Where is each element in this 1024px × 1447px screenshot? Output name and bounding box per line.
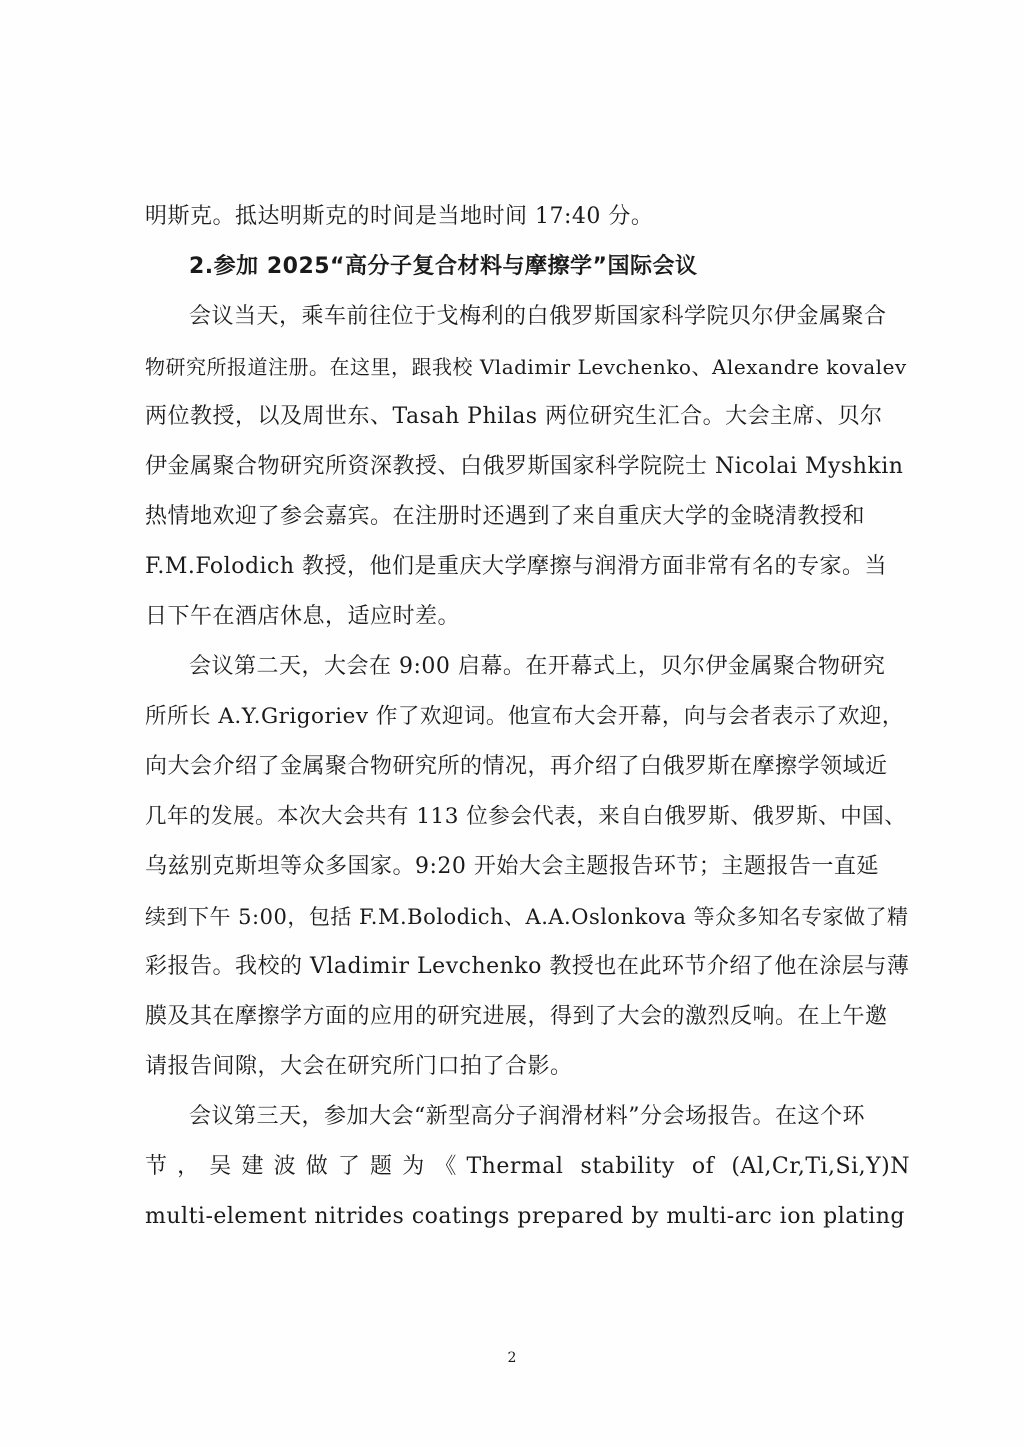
- text-line: 节，吴建波做了题为《Thermal stability of (Al,Cr,Ti,Si,Y)N: [145, 1154, 910, 1179]
- text-line: 向大会介绍了金属聚合物研究所的情况，再介绍了白俄罗斯在摩擦学领域近: [145, 754, 888, 779]
- text-line: 几年的发展。本次大会共有 113 位参会代表，来自白俄罗斯、俄罗斯、中国、: [145, 804, 907, 829]
- text-line: 会议第三天，参加大会“新型高分子润滑材料”分会场报告。在这个环: [189, 1104, 865, 1129]
- text-line: 乌兹别克斯坦等众多国家。9:20 开始大会主题报告环节；主题报告一直延: [145, 854, 879, 879]
- text-line: 伊金属聚合物研究所资深教授、白俄罗斯国家科学院院士 Nicolai Myshkin: [145, 454, 904, 479]
- text-line: 会议第二天，大会在 9:00 启幕。在开幕式上，贝尔伊金属聚合物研究: [189, 654, 886, 679]
- page-number: 2: [507, 1350, 517, 1366]
- body-text: [145, 192, 910, 1242]
- text-line: 热情地欢迎了参会嘉宾。在注册时还遇到了来自重庆大学的金晓清教授和: [145, 504, 866, 529]
- text-line: multi-element nitrides coatings prepared by multi-arc ion plating: [145, 1204, 905, 1229]
- text-line: 膜及其在摩擦学方面的应用的研究进展，得到了大会的激烈反响。在上午邀: [145, 1004, 888, 1029]
- text-line: 所所长 A.Y.Grigoriev 作了欢迎词。他宣布大会开幕，向与会者表示了欢迎，: [145, 704, 904, 729]
- section-heading: 2.参加 2025“高分子复合材料与摩擦学”国际会议: [189, 254, 698, 279]
- text-line: F.M.Folodich 教授，他们是重庆大学摩擦与润滑方面非常有名的专家。当: [145, 554, 888, 579]
- text-line: 日下午在酒店休息，适应时差。: [145, 604, 461, 629]
- text-line: 请报告间隙，大会在研究所门口拍了合影。: [145, 1054, 573, 1079]
- text-line: 彩报告。我校的 Vladimir Levchenko 教授也在此环节介绍了他在涂层与薄: [145, 954, 910, 979]
- text-line: 续到下午 5:00，包括 F.M.Bolodich、A.A.Oslonkova 等众多知名专家做了精: [145, 905, 909, 929]
- text-line: 会议当天，乘车前往位于戈梅利的白俄罗斯国家科学院贝尔伊金属聚合: [189, 304, 887, 329]
- text-line: 明斯克。抵达明斯克的时间是当地时间 17:40 分。: [145, 204, 654, 229]
- text-line: 两位教授，以及周世东、Tasah Philas 两位研究生汇合。大会主席、贝尔: [145, 404, 883, 429]
- text-line: 物研究所报道注册。在这里，跟我校 Vladimir Levchenko、Alexandre kovalev: [145, 355, 907, 379]
